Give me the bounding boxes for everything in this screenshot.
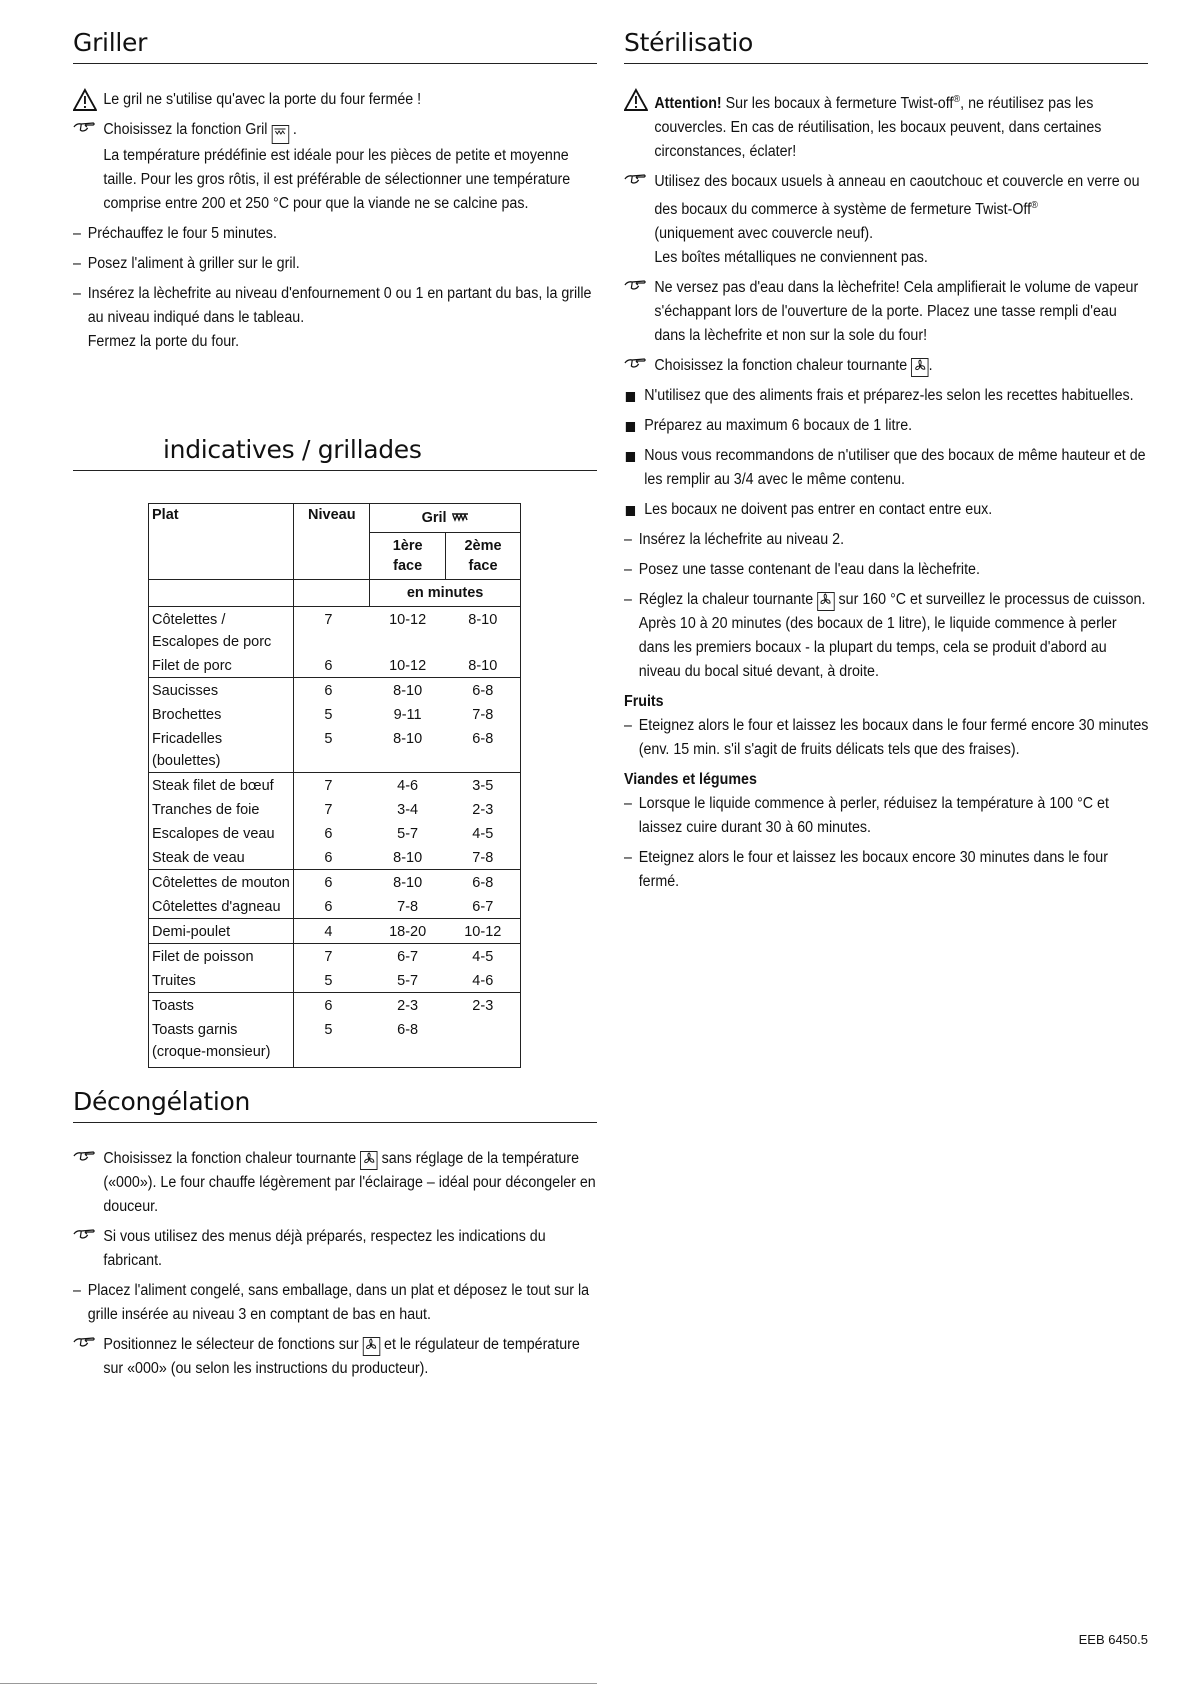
table-row [149, 797, 521, 821]
cell-niveau: 5 [324, 707, 333, 723]
grill-table [148, 503, 521, 1068]
cell-face1: 6-7 [397, 949, 419, 965]
bullet-2: Préparez au maximum 6 bocaux de 1 litre. [624, 414, 1148, 438]
cell-face1: 8-10 [393, 850, 423, 866]
warning-triangle-icon [73, 88, 101, 120]
cell-face2: 3-5 [472, 778, 494, 794]
table-row [149, 821, 521, 845]
cell-face1: 8-10 [393, 683, 423, 699]
decong-step: – Placez l'aliment congelé, sans emballage, dans un plat et déposez le tout sur la grille insérée au niveau 3 en comptant de bas en haut. [73, 1282, 590, 1323]
pointing-hand-icon [624, 170, 652, 194]
decongelation-section [73, 1147, 597, 1381]
cell-face1: 8-10 [393, 731, 423, 747]
cell-face2: 4-6 [472, 973, 494, 989]
cell-face2: 6-7 [472, 899, 494, 915]
cell-plat: Côtelettes d'agneau [149, 894, 294, 919]
table-row [149, 1017, 521, 1063]
cell-face2: 2-3 [472, 802, 494, 818]
griller-section [73, 88, 597, 354]
warning-note: Le gril ne s'utilise qu'avec la porte du four fermée ! [73, 88, 597, 112]
bullet-3: Nous vous recommandons de n'utiliser que des bocaux de même hauteur et de les remplir au 3/4 avec le même contenu. [624, 444, 1148, 492]
cell-face2: 10-12 [464, 924, 502, 940]
table-row [149, 993, 521, 1018]
decong-note-3: Positionnez le sélecteur de fonctions sur et le régulateur de température sur «000» (ou selon les instructions du producteur). [73, 1333, 597, 1381]
step-cup: – Posez une tasse contenant de l'eau dans la lèchefrite. [624, 561, 980, 579]
griller-title: Griller [73, 28, 597, 64]
table-row [149, 894, 521, 919]
header-gril: Gril [370, 504, 521, 533]
page-bottom-rule [0, 1683, 597, 1684]
cell-face1: 6-8 [397, 1022, 419, 1038]
cell-face2: 7-8 [472, 850, 494, 866]
table-row [149, 870, 521, 895]
cell-face1: 2-3 [397, 998, 419, 1014]
cell-face1: 7-8 [397, 899, 419, 915]
fan-heat-icon [363, 1337, 380, 1356]
cell-plat: Demi-poulet [149, 919, 294, 944]
sterilisation-section [624, 88, 1148, 894]
cell-face1: 10-12 [389, 612, 427, 628]
cell-niveau: 5 [324, 731, 333, 747]
cell-niveau: 7 [324, 802, 333, 818]
cell-niveau: 6 [324, 658, 333, 674]
viandes-step-2: – Eteignez alors le four et laissez les bocaux encore 30 minutes dans le four fermé. [624, 849, 1108, 891]
step-insert: – Insérez la léchefrite au niveau 2. [624, 531, 845, 549]
cell-face1: 3-4 [397, 802, 419, 818]
cell-face2: 6-8 [472, 683, 494, 699]
cell-plat: Côtelettes / Escalopes de porc [149, 607, 294, 654]
table-row [149, 607, 521, 654]
jars-note: Utilisez des bocaux usuels à anneau en caoutchouc et couvercle en verre ou des bocaux du commerce à système de fermeture Twist-Off® (uniquement avec couvercle neuf). Les boîtes métalliques ne conviennent pas. [624, 170, 1148, 270]
pointing-hand-icon [624, 276, 652, 300]
bullet-1: N'utilisez que des aliments frais et préparez-les selon les recettes habituelles. [624, 384, 1148, 408]
cell-face2: 6-8 [472, 731, 494, 747]
pointing-hand-icon [624, 354, 652, 378]
cell-plat: Steak de veau [149, 845, 294, 870]
table-row [149, 653, 521, 678]
sterilisation-title: Stérilisatio [624, 28, 1148, 64]
cell-face2: 8-10 [468, 612, 498, 628]
cell-face1: 9-11 [393, 707, 422, 723]
table-title: indicatives / grillades [73, 435, 597, 471]
step-insert-tray: – Insérez la lèchefrite au niveau d'enfournement 0 ou 1 en partant du bas, la grille au niveau indiqué dans le tableau. Fermez la porte du four. [73, 285, 592, 350]
grill-function-icon [271, 125, 288, 144]
grill-function-icon [451, 513, 469, 522]
cell-plat: Escalopes de veau [149, 821, 294, 845]
attention-note: Attention! Sur les bocaux à fermeture Twist-off®, ne réutilisez pas les couvercles. En cas de réutilisation, les bocaux peuvent, dans certaines circonstances, éclater! [624, 88, 1148, 164]
pointing-hand-icon [73, 1225, 101, 1249]
decong-note-1: Choisissez la fonction chaleur tournante sans réglage de la température («000»). Le four chauffe légèrement par l'éclairage – idéal pour décongeler en douceur. [73, 1147, 597, 1219]
cell-plat: Toasts [149, 993, 294, 1018]
cell-plat: Brochettes [149, 702, 294, 726]
cell-plat: Fricadelles (boulettes) [149, 726, 294, 773]
bullet-4: Les bocaux ne doivent pas entrer en contact entre eux. [624, 498, 1148, 522]
cell-face2 [446, 1017, 521, 1063]
cell-niveau: 6 [324, 875, 333, 891]
cell-face1: 10-12 [389, 658, 427, 674]
cell-niveau: 5 [324, 973, 333, 989]
fruits-step: – Eteignez alors le four et laissez les bocaux dans le four fermé encore 30 minutes (env. 15 min. s'il s'agit de fruits délicats tels que des fraises). [624, 717, 1149, 759]
table-row [149, 726, 521, 773]
cell-plat: Toasts garnis (croque-monsieur) [149, 1017, 294, 1063]
cell-niveau: 6 [324, 683, 333, 699]
cell-plat: Filet de poisson [149, 944, 294, 969]
header-unit: en minutes [406, 585, 484, 601]
decongelation-title: Décongélation [73, 1087, 597, 1123]
cell-niveau: 4 [324, 924, 333, 940]
cell-plat: Saucisses [149, 678, 294, 703]
choose-grill-note: Choisissez la fonction Gril . La température prédéfinie est idéale pour les pièces de petite et moyenne taille. Pour les gros rôtis, il est préférable de sélectionner une température comprise entre 200 et 250 °C pour que la viande ne se calcine pas. [73, 118, 597, 216]
table-row [149, 845, 521, 870]
fan-note: Choisissez la fonction chaleur tournante . [624, 354, 1148, 378]
header-niveau: Niveau [294, 504, 370, 580]
cell-face2: 4-5 [472, 826, 494, 842]
cell-niveau: 6 [324, 998, 333, 1014]
pointing-hand-icon [73, 1147, 101, 1171]
step-set-fan: – Réglez la chaleur tournante sur 160 °C et surveillez le processus de cuisson. Après 10 à 20 minutes (des bocaux de 1 litre), le liquide commence à perler dans les premiers bocaux - la plupart du temps, cela se produit d'abord au niveau du bocal situé devant, à droite. [624, 591, 1146, 681]
header-plat: Plat [149, 504, 294, 580]
decong-note-2: Si vous utilisez des menus déjà préparés, respectez les indications du fabricant. [73, 1225, 597, 1273]
table-row [149, 678, 521, 703]
header-face1: 1ère face [370, 533, 446, 580]
cell-niveau: 6 [324, 826, 333, 842]
cell-face2: 4-5 [472, 949, 494, 965]
cell-niveau: 6 [324, 850, 333, 866]
cell-face2: 7-8 [472, 707, 494, 723]
cell-plat: Tranches de foie [149, 797, 294, 821]
cell-niveau: 7 [324, 612, 333, 628]
cell-face2: 2-3 [472, 998, 494, 1014]
viandes-step-1: – Lorsque le liquide commence à perler, réduisez la température à 100 °C et laissez cuire durant 30 à 60 minutes. [624, 795, 1109, 837]
cell-face1: 5-7 [397, 973, 419, 989]
warning-triangle-icon [624, 88, 652, 120]
cell-niveau: 7 [324, 778, 333, 794]
cell-face2: 6-8 [472, 875, 494, 891]
cell-face1: 18-20 [389, 924, 427, 940]
document-reference: EEB 6450.5 [1078, 1632, 1148, 1647]
fan-heat-icon [360, 1151, 377, 1170]
table-row [149, 944, 521, 969]
fruits-heading: Fruits [624, 693, 664, 711]
step-place-food: – Posez l'aliment à griller sur le gril. [73, 255, 300, 272]
viandes-heading: Viandes et légumes [624, 771, 757, 789]
step-preheat: – Préchauffez le four 5 minutes. [73, 225, 277, 242]
table-row [149, 702, 521, 726]
header-face2: 2ème face [464, 538, 502, 574]
cell-plat: Steak filet de bœuf [149, 773, 294, 798]
fan-heat-icon [911, 358, 928, 377]
cell-plat: Truites [149, 968, 294, 993]
table-row [149, 968, 521, 993]
cell-niveau: 7 [324, 949, 333, 965]
cell-niveau: 6 [324, 899, 333, 915]
cell-face1: 8-10 [393, 875, 423, 891]
water-note: Ne versez pas d'eau dans la lèchefrite! Cela amplifierait le volume de vapeur s'échappant lors de l'ouverture de la porte. Placez une tasse rempli d'eau dans la lèchefrite et non sur la sole du four! [624, 276, 1148, 348]
cell-plat: Filet de porc [149, 653, 294, 678]
table-row [149, 919, 521, 944]
cell-niveau: 5 [324, 1022, 333, 1038]
cell-plat: Côtelettes de mouton [149, 870, 294, 895]
pointing-hand-icon [73, 1333, 101, 1357]
pointing-hand-icon [73, 118, 101, 142]
table-row [149, 773, 521, 798]
fan-heat-icon [817, 592, 834, 611]
cell-face1: 5-7 [397, 826, 419, 842]
cell-face1: 4-6 [397, 778, 419, 794]
cell-face2: 8-10 [468, 658, 498, 674]
